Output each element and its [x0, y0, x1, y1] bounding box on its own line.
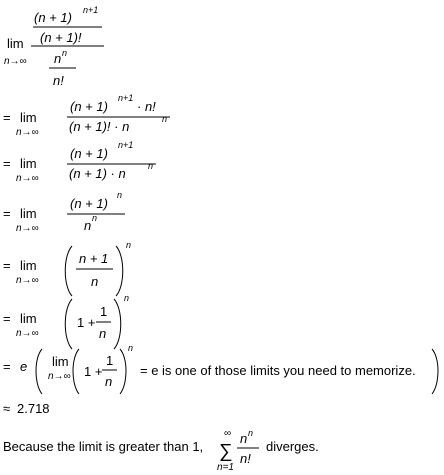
step5-den: n — [91, 274, 99, 289]
right-paren — [120, 349, 126, 394]
step1-den-num: n — [54, 51, 62, 66]
lim-label: lim — [20, 206, 37, 221]
step2-num-tail: · n! — [137, 99, 156, 114]
step6-den: n — [99, 326, 107, 341]
step1-den-num-exp: n — [62, 48, 68, 58]
step7-num: 1 — [106, 353, 114, 368]
step1-num-num: (n + 1) — [34, 10, 72, 25]
step3-den-exp: n — [148, 161, 154, 171]
sum-sigma: ∑ — [219, 441, 233, 462]
approximation — [3, 401, 50, 416]
step6-one-plus: 1 + — [77, 315, 96, 330]
step-3 — [3, 140, 156, 184]
step5-exp: n — [126, 240, 132, 250]
outer-right-paren — [432, 349, 438, 394]
sum-upper-limit: ∞ — [224, 428, 232, 439]
step7-one-plus: 1 + — [84, 364, 103, 379]
step4-den-exp: n — [92, 213, 98, 223]
step-2 — [3, 93, 170, 138]
left-paren — [65, 299, 72, 349]
conclusion-text-after: diverges. — [266, 439, 319, 454]
step6-num: 1 — [100, 304, 108, 319]
step7-den: n — [105, 374, 113, 389]
approx-sign: ≈ — [3, 401, 11, 416]
equals-sign: = — [3, 206, 11, 221]
lim-subscript: n→∞ — [16, 275, 39, 286]
step4-den: n — [84, 218, 92, 233]
step2-den: (n + 1)! · n — [69, 119, 130, 134]
lim-label: lim — [20, 258, 37, 273]
step-5 — [3, 240, 131, 296]
right-paren — [116, 246, 123, 296]
lim-label: lim — [20, 110, 37, 125]
lim-subscript: n→∞ — [16, 127, 39, 138]
lim-subscript: n→∞ — [48, 371, 71, 382]
step4-num: (n + 1) — [70, 196, 108, 211]
equals-sign: = — [3, 156, 11, 171]
equals-sign: = — [3, 110, 11, 125]
lim-label: lim — [20, 311, 37, 326]
step-6 — [3, 293, 129, 349]
step2-num: (n + 1) — [70, 99, 108, 114]
step-1 — [4, 5, 104, 88]
step4-num-exp: n — [117, 190, 123, 200]
lim-subscript: n→∞ — [16, 173, 39, 184]
lim-label: lim — [20, 156, 37, 171]
step2-num-exp: n+1 — [118, 93, 134, 103]
sum-den: n! — [240, 451, 251, 466]
equals-sign: = — [3, 258, 11, 273]
lim-label: lim — [52, 354, 69, 369]
sum-num: n — [240, 431, 248, 446]
equals-sign: = — [3, 311, 11, 326]
lim-label: lim — [7, 36, 24, 51]
lim-subscript: n→∞ — [16, 328, 39, 339]
step3-num-exp: n+1 — [118, 140, 134, 150]
step1-num-den: (n + 1)! — [40, 30, 82, 45]
lim-subscript: n→∞ — [4, 56, 27, 67]
right-paren — [114, 299, 121, 349]
approx-value: 2.718 — [17, 401, 50, 416]
step1-den-den: n! — [53, 73, 64, 88]
sum-num-exp: n — [248, 428, 254, 438]
sum-lower-limit: n=1 — [217, 462, 234, 473]
step3-den: (n + 1) · n — [69, 166, 126, 181]
step-7 — [3, 343, 438, 394]
lim-subscript: n→∞ — [16, 223, 39, 234]
equals-sign: = — [3, 359, 11, 374]
step7-exp: n — [128, 343, 134, 353]
step5-num: n + 1 — [79, 251, 109, 266]
step6-exp: n — [124, 293, 130, 303]
memorize-note: = e is one of those limits you need to memorize. — [140, 363, 416, 378]
step2-den-exp: n — [162, 114, 168, 124]
step3-num: (n + 1) — [70, 146, 108, 161]
conclusion — [3, 428, 319, 473]
step1-num-num-exp: n+1 — [83, 5, 99, 15]
left-paren — [65, 246, 72, 296]
outer-left-paren — [36, 349, 42, 394]
e-constant: e — [20, 359, 28, 374]
conclusion-text-before: Because the limit is greater than 1, — [3, 439, 204, 454]
left-paren — [73, 349, 79, 394]
step-4 — [3, 190, 125, 234]
